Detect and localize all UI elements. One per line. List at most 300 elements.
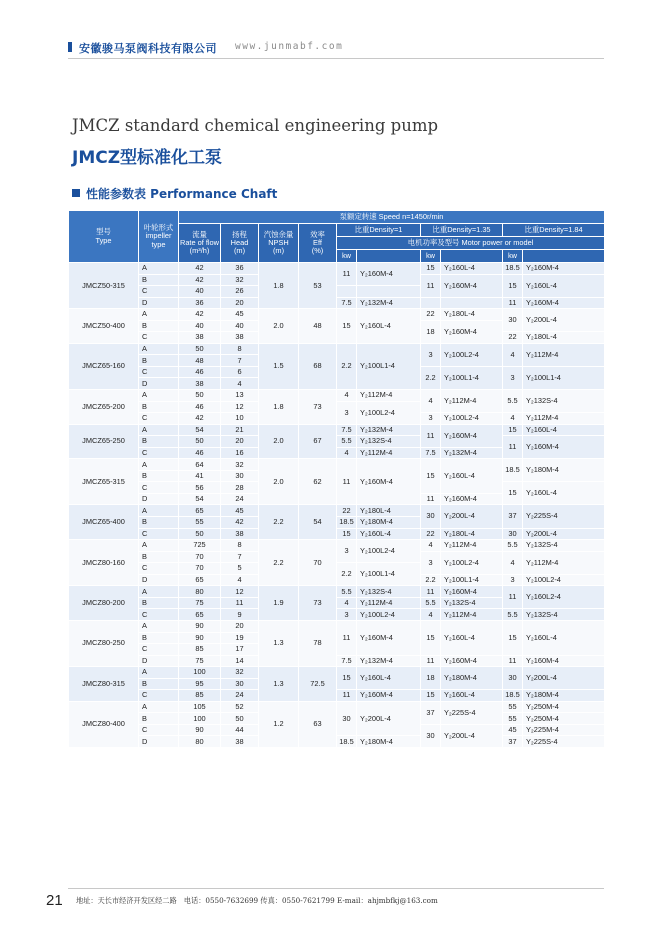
pump-type: JMCZ50-400 xyxy=(69,309,139,344)
motor-model: Y₂160L-4 xyxy=(357,528,421,540)
head-value: 28 xyxy=(221,482,259,494)
head-value: 32 xyxy=(221,459,259,471)
motor-model: Y₂200L-4 xyxy=(357,701,421,736)
motor-model: Y₂250M-4 xyxy=(523,713,605,725)
motor-model: Y₂100L1-4 xyxy=(357,563,421,586)
th-model xyxy=(441,250,503,263)
flow-rate: 105 xyxy=(179,701,221,713)
impeller-type: A xyxy=(139,459,179,471)
table-row xyxy=(69,667,605,679)
efficiency-value: 48 xyxy=(299,309,337,344)
head-value: 19 xyxy=(221,632,259,644)
efficiency-value: 73 xyxy=(299,390,337,425)
motor-model: Y₂132S-4 xyxy=(523,609,605,621)
flow-rate: 64 xyxy=(179,459,221,471)
table-row xyxy=(69,609,605,621)
npsh-value: 2.2 xyxy=(259,540,299,586)
motor-model: Y₂180M-4 xyxy=(441,667,503,690)
impeller-type: C xyxy=(139,286,179,298)
head-value: 36 xyxy=(221,263,259,275)
motor-model: Y₂132M-4 xyxy=(357,424,421,436)
head-value: 32 xyxy=(221,274,259,286)
motor-kw: 3 xyxy=(503,574,523,586)
flow-rate: 65 xyxy=(179,609,221,621)
motor-kw: 3 xyxy=(421,343,441,366)
motor-kw: 15 xyxy=(421,690,441,702)
motor-model: Y₂100L1-4 xyxy=(441,574,503,586)
motor-kw: 11 xyxy=(337,263,357,286)
impeller-type: D xyxy=(139,655,179,667)
impeller-type: A xyxy=(139,390,179,402)
motor-model: Y₂160M-4 xyxy=(523,655,605,667)
efficiency-value: 68 xyxy=(299,343,337,389)
motor-model: Y₂112M-4 xyxy=(441,390,503,413)
motor-kw: 22 xyxy=(503,332,523,344)
motor-kw: 30 xyxy=(503,309,523,332)
th-density-1: 比重Density=1 xyxy=(337,224,421,237)
head-value: 20 xyxy=(221,436,259,448)
motor-model: Y₂160M-4 xyxy=(357,620,421,655)
flow-rate: 54 xyxy=(179,424,221,436)
impeller-type: C xyxy=(139,724,179,736)
motor-model: Y₂100L1-4 xyxy=(357,343,421,389)
motor-model xyxy=(357,286,421,298)
head-value: 7 xyxy=(221,551,259,563)
head-value: 17 xyxy=(221,644,259,656)
impeller-type: C xyxy=(139,563,179,575)
flow-rate: 75 xyxy=(179,655,221,667)
head-value: 7 xyxy=(221,355,259,367)
motor-kw xyxy=(337,286,357,298)
motor-model: Y₂160L-4 xyxy=(441,459,503,494)
table-row xyxy=(69,459,605,471)
motor-model: Y₂132M-4 xyxy=(357,655,421,667)
motor-kw: 37 xyxy=(503,505,523,528)
footer-divider xyxy=(68,888,604,889)
motor-model: Y₂200L-4 xyxy=(523,667,605,690)
motor-kw: 11 xyxy=(337,690,357,702)
flow-rate: 95 xyxy=(179,678,221,690)
th-eff: 效率 Eff (%) xyxy=(299,224,337,263)
impeller-type: B xyxy=(139,597,179,609)
th-density-135: 比重Density=1.35 xyxy=(421,224,503,237)
motor-model: Y₂112M-4 xyxy=(357,390,421,402)
motor-model: Y₂100L2-4 xyxy=(441,551,503,574)
motor-kw: 11 xyxy=(503,436,523,459)
motor-model: Y₂160M-4 xyxy=(357,459,421,505)
flow-rate: 46 xyxy=(179,366,221,378)
flow-rate: 80 xyxy=(179,736,221,748)
th-flow: 流量 Rate of flow (m³/h) xyxy=(179,224,221,263)
motor-kw: 11 xyxy=(421,493,441,505)
page-title-cn: JMCZ型标准化工泵 xyxy=(72,148,223,168)
motor-model: Y₂160L-4 xyxy=(357,309,421,344)
motor-kw: 11 xyxy=(503,655,523,667)
head-value: 24 xyxy=(221,690,259,702)
motor-model: Y₂160L-4 xyxy=(441,263,503,275)
flow-rate: 42 xyxy=(179,309,221,321)
head-value: 44 xyxy=(221,724,259,736)
head-value: 13 xyxy=(221,390,259,402)
pump-type: JMCZ65-315 xyxy=(69,459,139,505)
head-value: 42 xyxy=(221,517,259,529)
table-row xyxy=(69,424,605,436)
motor-model: Y₂180M-4 xyxy=(357,517,421,529)
motor-model: Y₂180L-4 xyxy=(441,528,503,540)
motor-kw: 7.5 xyxy=(337,297,357,309)
motor-kw: 30 xyxy=(421,505,441,528)
impeller-type: C xyxy=(139,447,179,459)
flow-rate: 65 xyxy=(179,574,221,586)
npsh-value: 1.3 xyxy=(259,667,299,702)
motor-kw: 4 xyxy=(421,609,441,621)
motor-kw: 37 xyxy=(503,736,523,748)
motor-kw: 22 xyxy=(421,528,441,540)
motor-model: Y₂132S-4 xyxy=(357,586,421,598)
motor-kw: 4 xyxy=(503,343,523,366)
motor-kw: 15 xyxy=(503,620,523,655)
impeller-type: A xyxy=(139,263,179,275)
motor-kw: 15 xyxy=(337,528,357,540)
flow-rate: 38 xyxy=(179,378,221,390)
head-value: 16 xyxy=(221,447,259,459)
motor-kw: 5.5 xyxy=(503,540,523,552)
motor-kw: 30 xyxy=(503,528,523,540)
table-body xyxy=(69,263,605,748)
efficiency-value: 54 xyxy=(299,505,337,540)
flow-rate: 80 xyxy=(179,586,221,598)
motor-model: Y₂100L2-4 xyxy=(523,574,605,586)
motor-model: Y₂132S-4 xyxy=(523,390,605,413)
motor-model: Y₂132S-4 xyxy=(523,540,605,552)
table-row xyxy=(69,263,605,275)
impeller-type: A xyxy=(139,620,179,632)
motor-kw: 4 xyxy=(421,540,441,552)
motor-model: Y₂100L2-4 xyxy=(357,609,421,621)
table-row xyxy=(69,690,605,702)
impeller-type: A xyxy=(139,343,179,355)
flow-rate: 38 xyxy=(179,332,221,344)
table-row xyxy=(69,540,605,552)
impeller-type: C xyxy=(139,690,179,702)
th-type: 型号 Type xyxy=(69,211,139,263)
flow-rate: 42 xyxy=(179,263,221,275)
flow-rate: 41 xyxy=(179,470,221,482)
th-speed: 泵额定转速 Speed n=1450r/min xyxy=(179,211,605,224)
table-row xyxy=(69,309,605,321)
motor-kw: 30 xyxy=(337,701,357,736)
flow-rate: 50 xyxy=(179,390,221,402)
impeller-type: A xyxy=(139,424,179,436)
motor-model: Y₂112M-4 xyxy=(357,597,421,609)
impeller-type: C xyxy=(139,413,179,425)
head-value: 6 xyxy=(221,366,259,378)
motor-model: Y₂112M-4 xyxy=(523,413,605,425)
section-square-icon xyxy=(72,189,80,197)
flow-rate: 90 xyxy=(179,620,221,632)
motor-kw: 3 xyxy=(421,551,441,574)
npsh-value: 1.2 xyxy=(259,701,299,747)
impeller-type: C xyxy=(139,482,179,494)
impeller-type: A xyxy=(139,667,179,679)
flow-rate: 55 xyxy=(179,517,221,529)
head-value: 12 xyxy=(221,401,259,413)
impeller-type: D xyxy=(139,378,179,390)
flow-rate: 90 xyxy=(179,632,221,644)
impeller-type: B xyxy=(139,470,179,482)
table-row xyxy=(69,505,605,517)
motor-kw: 2.2 xyxy=(337,343,357,389)
motor-model: Y₂180M-4 xyxy=(523,690,605,702)
npsh-value: 2.2 xyxy=(259,505,299,540)
head-value: 38 xyxy=(221,736,259,748)
motor-kw: 7.5 xyxy=(337,424,357,436)
footer-contact: 地址：天长市经济开发区经二路 电话：0550-7632699 传真：0550-7621799 E-mail：ahjmbfkj@163.com xyxy=(76,896,438,905)
motor-model: Y₂160M-4 xyxy=(441,586,503,598)
motor-model: Y₂160L-4 xyxy=(523,274,605,297)
motor-kw: 37 xyxy=(421,701,441,724)
motor-kw: 4 xyxy=(337,447,357,459)
motor-model: Y₂200L-4 xyxy=(523,528,605,540)
motor-model: Y₂112M-4 xyxy=(523,343,605,366)
impeller-type: A xyxy=(139,309,179,321)
motor-model: Y₂132M-4 xyxy=(357,297,421,309)
motor-model: Y₂160M-4 xyxy=(441,424,503,447)
flow-rate: 48 xyxy=(179,355,221,367)
npsh-value: 1.3 xyxy=(259,620,299,666)
impeller-type: D xyxy=(139,493,179,505)
head-value: 20 xyxy=(221,620,259,632)
motor-kw: 15 xyxy=(421,263,441,275)
motor-model: Y₂100L2-4 xyxy=(357,401,421,424)
motor-kw: 55 xyxy=(503,713,523,725)
motor-kw: 4 xyxy=(421,390,441,413)
motor-kw: 11 xyxy=(337,459,357,505)
npsh-value: 2.0 xyxy=(259,424,299,459)
npsh-value: 2.0 xyxy=(259,309,299,344)
table-header xyxy=(69,211,605,263)
head-value: 21 xyxy=(221,424,259,436)
motor-model: Y₂100L2-4 xyxy=(441,413,503,425)
flow-rate: 50 xyxy=(179,343,221,355)
motor-model: Y₂160M-4 xyxy=(441,493,503,505)
flow-rate: 90 xyxy=(179,724,221,736)
head-value: 45 xyxy=(221,505,259,517)
motor-model: Y₂160M-4 xyxy=(441,655,503,667)
motor-kw: 18 xyxy=(421,667,441,690)
impeller-type: B xyxy=(139,517,179,529)
impeller-type: A xyxy=(139,701,179,713)
pump-type: JMCZ50-315 xyxy=(69,263,139,309)
efficiency-value: 62 xyxy=(299,459,337,505)
head-value: 8 xyxy=(221,540,259,552)
motor-kw: 18.5 xyxy=(337,736,357,748)
head-value: 30 xyxy=(221,470,259,482)
motor-kw: 18.5 xyxy=(503,263,523,275)
head-value: 4 xyxy=(221,574,259,586)
flow-rate: 42 xyxy=(179,274,221,286)
page-title-en: JMCZ standard chemical engineering pump xyxy=(72,116,439,135)
motor-kw: 4 xyxy=(337,597,357,609)
table-row xyxy=(69,736,605,748)
impeller-type: A xyxy=(139,586,179,598)
motor-kw: 4 xyxy=(503,551,523,574)
npsh-value: 1.9 xyxy=(259,586,299,621)
head-value: 12 xyxy=(221,586,259,598)
flow-rate: 42 xyxy=(179,413,221,425)
motor-kw: 2.2 xyxy=(421,574,441,586)
motor-model: Y₂160M-4 xyxy=(523,297,605,309)
motor-model: Y₂200L-4 xyxy=(441,505,503,528)
pump-type: JMCZ65-400 xyxy=(69,505,139,540)
motor-kw: 3 xyxy=(421,413,441,425)
motor-model: Y₂100L2-4 xyxy=(357,540,421,563)
company-website: www.junmabf.com xyxy=(235,41,344,52)
flow-rate: 725 xyxy=(179,540,221,552)
motor-model: Y₂132S-4 xyxy=(357,436,421,448)
company-name: 安徽骏马泵阀科技有限公司 xyxy=(79,42,217,55)
motor-model: Y₂160M-4 xyxy=(523,263,605,275)
flow-rate: 40 xyxy=(179,286,221,298)
motor-kw xyxy=(421,297,441,309)
motor-model: Y₂250M-4 xyxy=(523,701,605,713)
flow-rate: 85 xyxy=(179,690,221,702)
impeller-type: A xyxy=(139,540,179,552)
flow-rate: 56 xyxy=(179,482,221,494)
motor-model: Y₂132S-4 xyxy=(441,597,503,609)
motor-model: Y₂160L2-4 xyxy=(523,586,605,609)
motor-kw: 3 xyxy=(337,401,357,424)
impeller-type: C xyxy=(139,644,179,656)
motor-kw: 22 xyxy=(421,309,441,321)
flow-rate: 100 xyxy=(179,667,221,679)
efficiency-value: 72.5 xyxy=(299,667,337,702)
impeller-type: B xyxy=(139,632,179,644)
efficiency-value: 78 xyxy=(299,620,337,666)
motor-model: Y₂112M-4 xyxy=(441,540,503,552)
impeller-type: C xyxy=(139,332,179,344)
head-value: 38 xyxy=(221,332,259,344)
head-value: 50 xyxy=(221,713,259,725)
motor-model: Y₂160M-4 xyxy=(441,274,503,297)
impeller-type: D xyxy=(139,297,179,309)
pump-type: JMCZ80-250 xyxy=(69,620,139,666)
head-value: 5 xyxy=(221,563,259,575)
head-value: 40 xyxy=(221,320,259,332)
impeller-type: B xyxy=(139,713,179,725)
impeller-type: B xyxy=(139,678,179,690)
head-value: 20 xyxy=(221,297,259,309)
table-row xyxy=(69,343,605,355)
impeller-type: D xyxy=(139,736,179,748)
flow-rate: 100 xyxy=(179,713,221,725)
motor-model: Y₂160L-4 xyxy=(523,620,605,655)
motor-model: Y₂160M-4 xyxy=(523,436,605,459)
motor-model: Y₂180L-4 xyxy=(357,505,421,517)
impeller-type: C xyxy=(139,366,179,378)
flow-rate: 50 xyxy=(179,528,221,540)
impeller-type: B xyxy=(139,320,179,332)
head-value: 52 xyxy=(221,701,259,713)
motor-kw: 18 xyxy=(421,320,441,343)
impeller-type: B xyxy=(139,355,179,367)
th-npsh: 汽蚀余量 NPSH (m) xyxy=(259,224,299,263)
flow-rate: 46 xyxy=(179,401,221,413)
motor-kw: 11 xyxy=(421,655,441,667)
motor-kw: 3 xyxy=(503,366,523,389)
impeller-type: A xyxy=(139,505,179,517)
head-value: 26 xyxy=(221,286,259,298)
motor-kw: 5.5 xyxy=(337,586,357,598)
impeller-type: D xyxy=(139,574,179,586)
motor-kw: 4 xyxy=(503,413,523,425)
head-value: 10 xyxy=(221,413,259,425)
header-accent-bar xyxy=(68,42,72,52)
motor-kw: 15 xyxy=(337,309,357,344)
head-value: 32 xyxy=(221,667,259,679)
motor-kw: 2.2 xyxy=(421,366,441,389)
motor-model: Y₂225M-4 xyxy=(523,724,605,736)
th-kw: kw xyxy=(421,250,441,263)
motor-model: Y₂225S-4 xyxy=(441,701,503,724)
motor-kw: 30 xyxy=(503,667,523,690)
motor-kw: 2.2 xyxy=(337,563,357,586)
impeller-type: C xyxy=(139,609,179,621)
efficiency-value: 53 xyxy=(299,263,337,309)
motor-model: Y₂180M-4 xyxy=(523,459,605,482)
flow-rate: 85 xyxy=(179,644,221,656)
flow-rate: 70 xyxy=(179,563,221,575)
motor-kw: 15 xyxy=(421,459,441,494)
impeller-type: C xyxy=(139,528,179,540)
flow-rate: 50 xyxy=(179,436,221,448)
motor-model: Y₂100L2-4 xyxy=(441,343,503,366)
motor-kw: 11 xyxy=(337,620,357,655)
efficiency-value: 67 xyxy=(299,424,337,459)
pump-type: JMCZ80-315 xyxy=(69,667,139,702)
motor-kw: 15 xyxy=(421,620,441,655)
impeller-type: B xyxy=(139,551,179,563)
motor-kw: 18.5 xyxy=(503,690,523,702)
npsh-value: 2.0 xyxy=(259,459,299,505)
th-head: 扬程 Head (m) xyxy=(221,224,259,263)
head-value: 14 xyxy=(221,655,259,667)
flow-rate: 54 xyxy=(179,493,221,505)
section-title: 性能参数表 Performance Chaft xyxy=(86,187,278,201)
impeller-type: B xyxy=(139,436,179,448)
motor-model: Y₂100L1-4 xyxy=(441,366,503,389)
table-row xyxy=(69,586,605,598)
th-motor: 电机功率及型号 Motor power or model xyxy=(337,237,605,250)
motor-model: Y₂100L1-4 xyxy=(523,366,605,389)
motor-kw: 15 xyxy=(337,667,357,690)
motor-model: Y₂160L-4 xyxy=(441,690,503,702)
head-value: 8 xyxy=(221,343,259,355)
motor-model: Y₂160M-4 xyxy=(357,690,421,702)
motor-kw: 15 xyxy=(503,424,523,436)
motor-model: Y₂160L-4 xyxy=(523,482,605,505)
motor-kw: 11 xyxy=(421,424,441,447)
motor-model: Y₂180M-4 xyxy=(357,736,421,748)
th-kw: kw xyxy=(337,250,357,263)
motor-model: Y₂132M-4 xyxy=(441,447,503,459)
motor-kw: 5.5 xyxy=(503,390,523,413)
motor-kw: 18.5 xyxy=(503,459,523,482)
npsh-value: 1.8 xyxy=(259,263,299,309)
motor-kw: 7.5 xyxy=(421,447,441,459)
pump-type: JMCZ80-160 xyxy=(69,540,139,586)
motor-kw: 30 xyxy=(421,724,441,747)
